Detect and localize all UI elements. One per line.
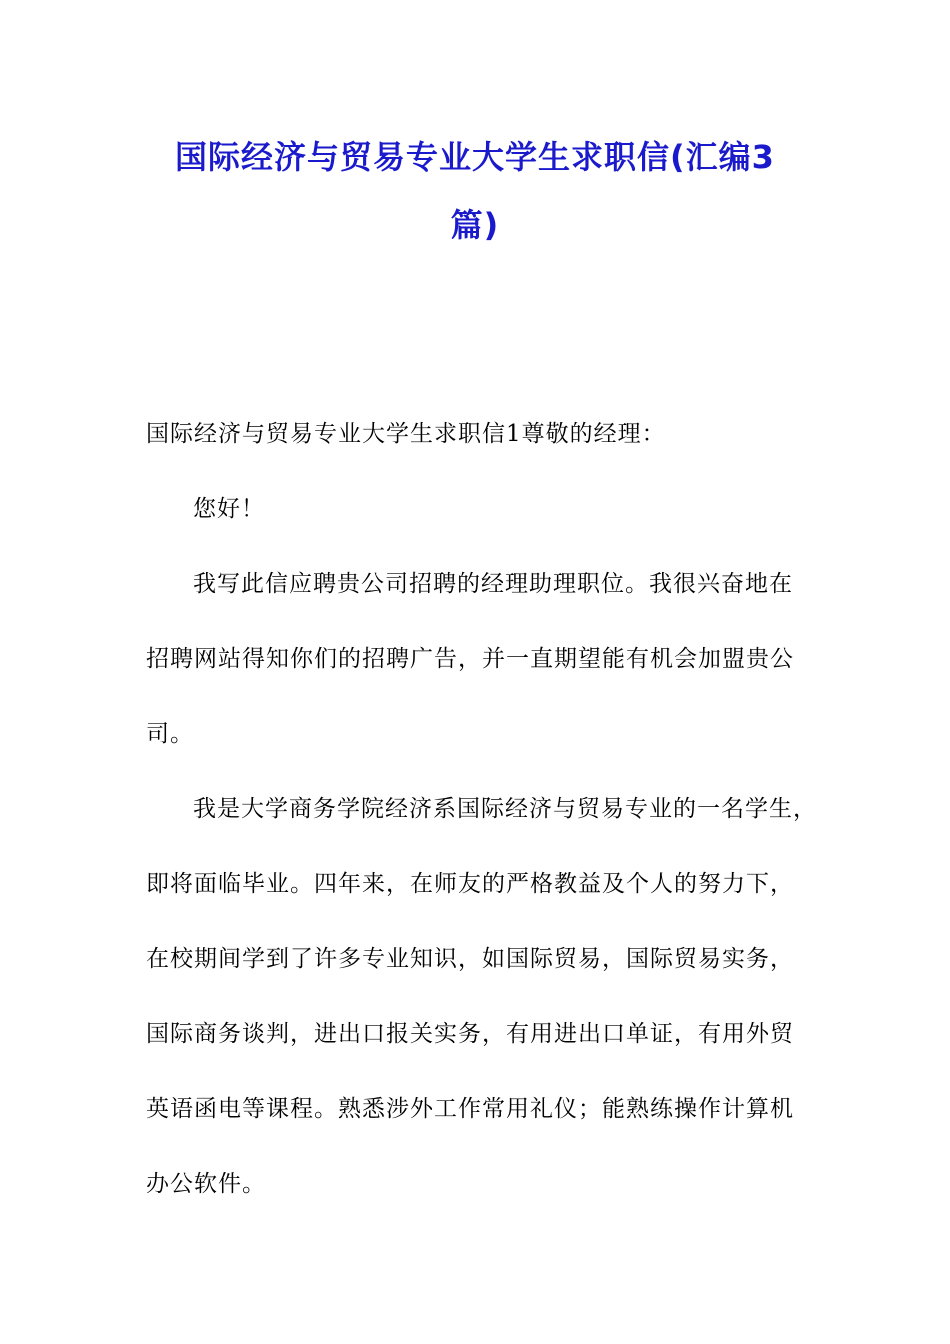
- paragraph-1-line-3: 司。: [146, 721, 194, 747]
- paragraph-1-line-2: 招聘网站得知你们的招聘广告，并一直期望能有机会加盟贵公: [146, 646, 794, 672]
- paragraph-2-line-4: 国际商务谈判，进出口报关实务，有用进出口单证，有用外贸: [146, 1021, 794, 1047]
- paragraph-2-line-6: 办公软件。: [146, 1171, 266, 1197]
- document-title-line-1: 国际经济与贸易专业大学生求职信(汇编3: [175, 138, 775, 176]
- paragraph-2-line-2: 即将面临毕业。四年来，在师友的严格教益及个人的努力下，: [146, 871, 794, 897]
- document-title-line-2: 篇): [450, 206, 500, 244]
- greeting-line: 您好！: [193, 496, 265, 522]
- paragraph-2-line-1: 我是大学商务学院经济系国际经济与贸易专业的一名学生，: [193, 796, 817, 822]
- paragraph-1-line-1: 我写此信应聘贵公司招聘的经理助理职位。我很兴奋地在: [193, 571, 793, 597]
- paragraph-2-line-5: 英语函电等课程。熟悉涉外工作常用礼仪；能熟练操作计算机: [146, 1096, 794, 1122]
- salutation-line: 国际经济与贸易专业大学生求职信1尊敬的经理：: [146, 421, 666, 447]
- paragraph-2-line-3: 在校期间学到了许多专业知识，如国际贸易，国际贸易实务，: [146, 946, 794, 972]
